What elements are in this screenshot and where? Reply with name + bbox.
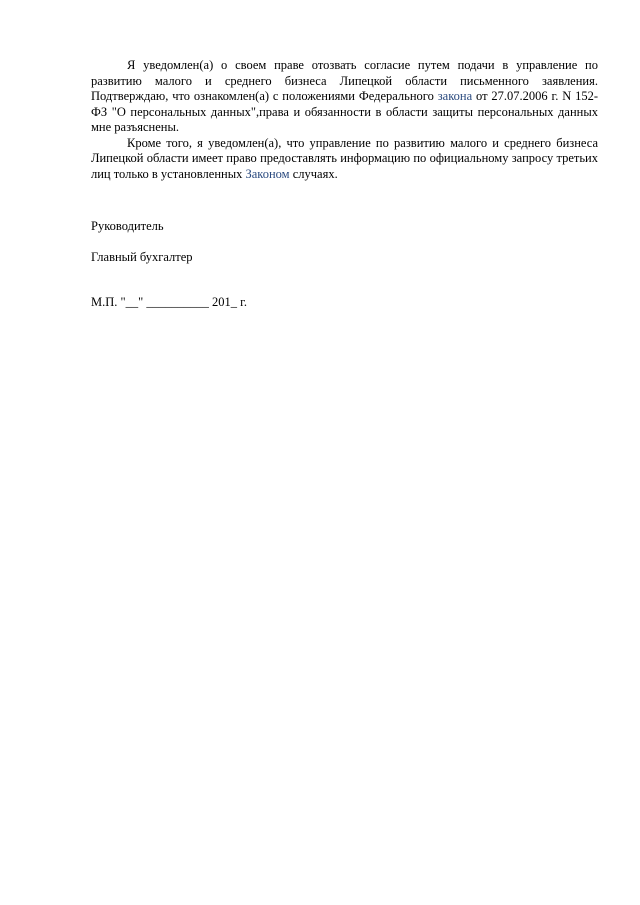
paragraph2-text-a: Кроме того, я уведомлен(а), что управление по развитию малого и среднего бизнеса Липецкой области имеет право предоставлять информацию по официальному запросу третьих лиц только в установленных xyxy=(91,135,598,181)
statute-link[interactable]: Законом xyxy=(245,166,290,181)
paragraph2-text-b: случаях. xyxy=(289,166,338,181)
law-link[interactable]: закона xyxy=(437,89,473,103)
chief-accountant-signature-label: Главный бухгалтер xyxy=(91,249,193,264)
head-signature-label: Руководитель xyxy=(91,219,164,233)
document-page xyxy=(91,58,598,311)
stamp-date-line: М.П. "__" __________ 201_ г. xyxy=(91,295,247,309)
information-disclosure-paragraph xyxy=(91,136,598,183)
paragraph1-text-a: Я уведомлен(а) о своем праве отозвать согласие путем подачи в управление по развитию малого и среднего бизнеса Липецкой области письменного заявления. Подтверждаю, что ознакомлен(а) с положениями Федерального xyxy=(91,58,598,103)
consent-revocation-paragraph xyxy=(91,58,598,136)
paragraph1-text-b: от 27.07.2006 г. N 152-ФЗ "О персональных данных",права и обязанности в области защиты персональных данных мне разъяснены. xyxy=(91,89,598,134)
